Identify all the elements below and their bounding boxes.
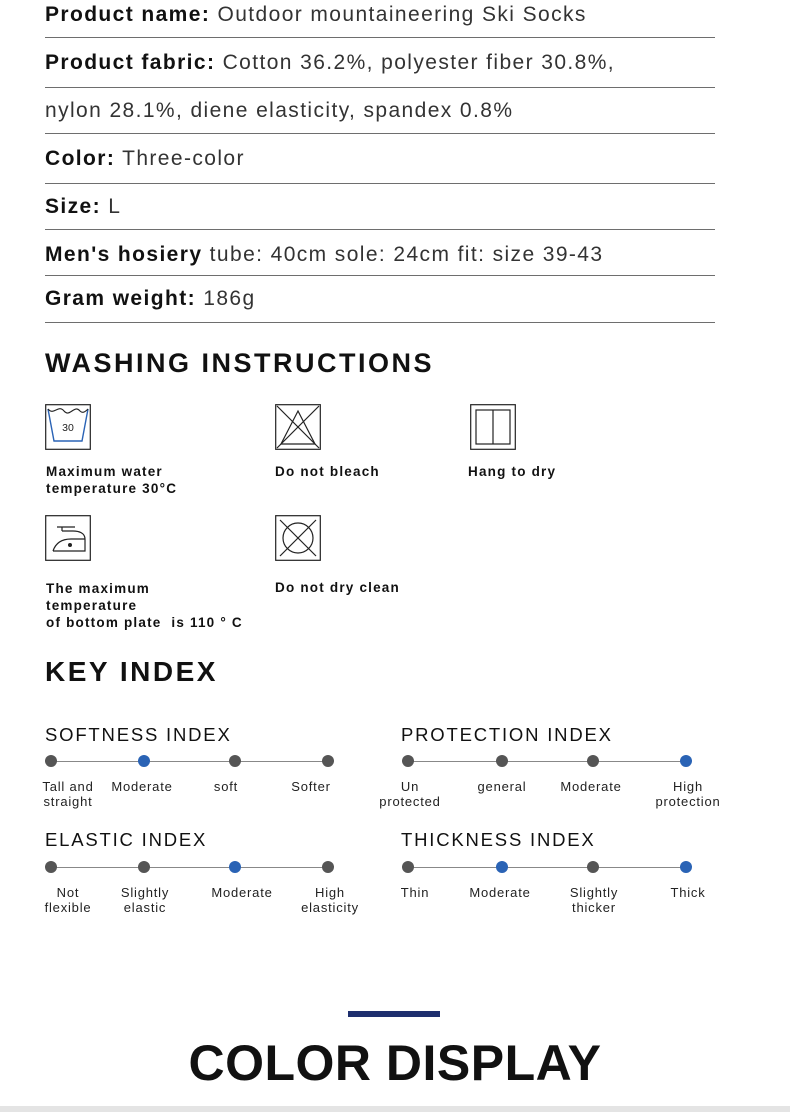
divider <box>45 87 715 88</box>
elastic-index-label <box>301 885 359 915</box>
hang-dry-icon <box>470 404 516 450</box>
elastic-index-label <box>121 885 169 915</box>
label-line: High <box>673 779 703 794</box>
label-line: protected <box>379 794 441 809</box>
protection-index-dot <box>496 755 508 767</box>
label-line: Softer <box>291 779 331 794</box>
spec-hosiery <box>45 243 715 267</box>
label-line: Hang to dry <box>468 464 557 479</box>
spec-key: Product name: <box>45 3 211 26</box>
label-line: Do not dry clean <box>275 580 400 595</box>
label-line: of bottom plate is 110 ° C <box>46 615 243 630</box>
iron-icon <box>45 515 91 561</box>
wash-label-no-bleach <box>275 463 380 480</box>
label-line: Thin <box>400 885 430 900</box>
label-line: elastic <box>123 900 167 915</box>
label-line: flexible <box>44 900 92 915</box>
label-line: thicker <box>572 900 616 915</box>
spec-value: tube: 40cm sole: 24cm fit: size 39-43 <box>209 243 604 266</box>
label-line: Tall and <box>42 779 94 794</box>
softness-index-label <box>111 779 172 794</box>
softness-index-label <box>291 779 330 794</box>
softness-index-label <box>42 779 93 809</box>
no-dry-clean-icon <box>275 515 321 561</box>
accent-bar <box>348 1011 440 1017</box>
label-line: protection <box>655 794 721 809</box>
key-index-title: KEY INDEX <box>45 656 218 687</box>
spec-value: L <box>108 195 122 218</box>
thickness-index-dot-active <box>680 861 692 873</box>
spec-color <box>45 147 715 171</box>
thickness-index-label <box>469 885 530 900</box>
wash-label-max-water <box>46 463 177 497</box>
label-line: Moderate <box>469 885 531 900</box>
label-line: general <box>477 779 527 794</box>
wash-label-iron <box>46 580 243 631</box>
softness-index-dot <box>322 755 334 767</box>
label-line: High <box>315 885 345 900</box>
elastic-index-dot-active <box>229 861 241 873</box>
thickness-index-label <box>670 885 705 900</box>
label-line: soft <box>213 779 239 794</box>
softness-index-label <box>214 779 238 794</box>
thickness-index-label <box>570 885 618 915</box>
label-line: Un <box>400 779 420 794</box>
label-line: elasticity <box>301 900 359 915</box>
elastic-index-dot <box>322 861 334 873</box>
spec-value: 186g <box>203 287 256 310</box>
no-bleach-icon <box>275 404 321 450</box>
softness-index-dot <box>229 755 241 767</box>
washing-title: WASHING INSTRUCTIONS <box>45 348 435 378</box>
spec-gram-weight <box>45 287 715 311</box>
divider <box>45 275 715 276</box>
spec-fabric-continued <box>45 99 715 123</box>
thickness-index-label <box>401 885 430 900</box>
spec-key: Color: <box>45 147 116 170</box>
thickness-index-dot <box>402 861 414 873</box>
spec-size <box>45 195 715 219</box>
label-line: Moderate <box>560 779 622 794</box>
label-line: straight <box>43 794 93 809</box>
thickness-index-dot <box>587 861 599 873</box>
protection-index-label <box>655 779 720 809</box>
divider <box>45 133 715 134</box>
spec-value: nylon 28.1%, diene elasticity, spandex 0.8% <box>45 99 514 122</box>
spec-value: Three-color <box>122 147 245 170</box>
color-display-title: COLOR DISPLAY <box>188 1035 602 1091</box>
softness-index-title: SOFTNESS INDEX <box>45 724 232 745</box>
softness-index-dot-active <box>138 755 150 767</box>
divider <box>45 183 715 184</box>
protection-index-dot <box>402 755 414 767</box>
label-line: Slightly <box>569 885 619 900</box>
protection-index-label <box>560 779 621 794</box>
protection-index-dot <box>587 755 599 767</box>
divider <box>45 37 715 38</box>
wash-label-hang-dry <box>468 463 556 480</box>
protection-index-label <box>478 779 527 794</box>
bottom-divider-strip <box>0 1106 790 1112</box>
elastic-index-dot <box>138 861 150 873</box>
spec-key: Gram weight: <box>45 287 196 310</box>
label-line: Do not bleach <box>275 464 380 479</box>
protection-index-title: PROTECTION INDEX <box>401 724 613 745</box>
softness-index-dot <box>45 755 57 767</box>
elastic-index-dot <box>45 861 57 873</box>
protection-index-dot-active <box>680 755 692 767</box>
thickness-index-dot-active <box>496 861 508 873</box>
label-line: Moderate <box>111 779 173 794</box>
divider <box>45 322 715 323</box>
wash-30-icon <box>45 404 91 450</box>
label-line: The maximum <box>46 581 150 596</box>
spec-product-name <box>45 3 715 27</box>
label-line: Thick <box>670 885 706 900</box>
wash-temperature-text: 30 <box>62 422 74 434</box>
softness-index-track <box>51 761 328 762</box>
spec-key: Product fabric: <box>45 51 216 74</box>
wash-label-no-dry-clean <box>275 579 400 596</box>
label-line: Moderate <box>211 885 273 900</box>
spec-value: Cotton 36.2%, polyester fiber 30.8%, <box>222 51 616 74</box>
label-line: Slightly <box>120 885 170 900</box>
elastic-index-track <box>51 867 328 868</box>
label-line: Not <box>56 885 80 900</box>
divider <box>45 229 715 230</box>
thickness-index-track <box>408 867 686 868</box>
label-line: Maximum water <box>46 464 163 479</box>
elastic-index-label <box>45 885 92 915</box>
protection-index-track <box>408 761 686 762</box>
spec-value: Outdoor mountaineering Ski Socks <box>217 3 587 26</box>
thickness-index-title: THICKNESS INDEX <box>401 829 596 850</box>
spec-product-fabric <box>45 51 715 75</box>
elastic-index-label <box>211 885 272 900</box>
label-line: temperature <box>46 598 138 613</box>
spec-key: Size: <box>45 195 102 218</box>
elastic-index-title: ELASTIC INDEX <box>45 829 208 850</box>
spec-key: Men's hosiery <box>45 243 203 266</box>
label-line: temperature 30°C <box>46 481 178 496</box>
protection-index-label <box>379 779 440 809</box>
